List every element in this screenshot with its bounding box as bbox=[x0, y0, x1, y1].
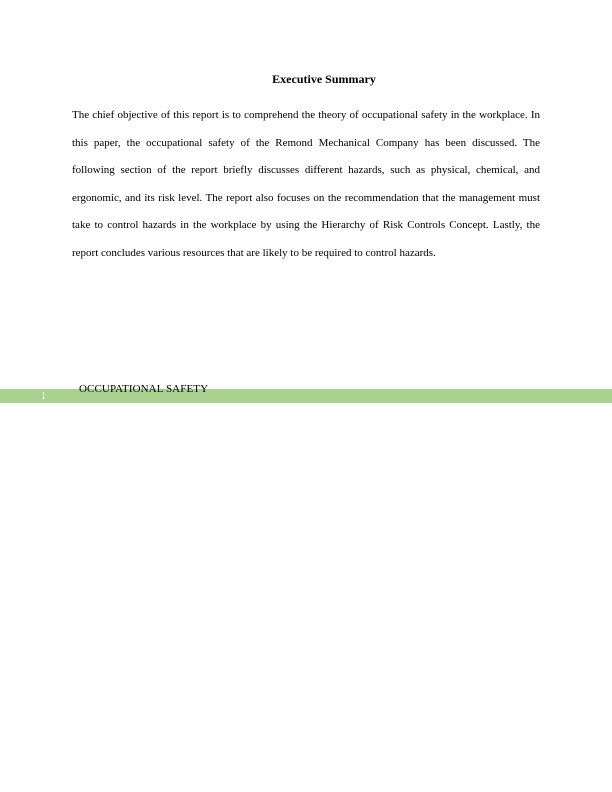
summary-paragraph: The chief objective of this report is to comprehend the theory of occupational safety in the workplace. In this paper, the occupational safety of the Remond Mechanical Company has been discussed. The following section of the report briefly discusses different hazards, such as physical, chemical, and ergonomic, and its risk level. The report also focuses on the recommendation that the management must take to control hazards in the workplace by using the Hierarchy of Risk Controls Concept. Lastly, the report concludes various resources that are likely to be required to control hazards. bbox=[72, 109, 540, 259]
running-head: OCCUPATIONAL SAFETY bbox=[79, 383, 209, 395]
page-number: 1 bbox=[41, 391, 46, 402]
page-title: Executive Summary bbox=[272, 72, 376, 86]
